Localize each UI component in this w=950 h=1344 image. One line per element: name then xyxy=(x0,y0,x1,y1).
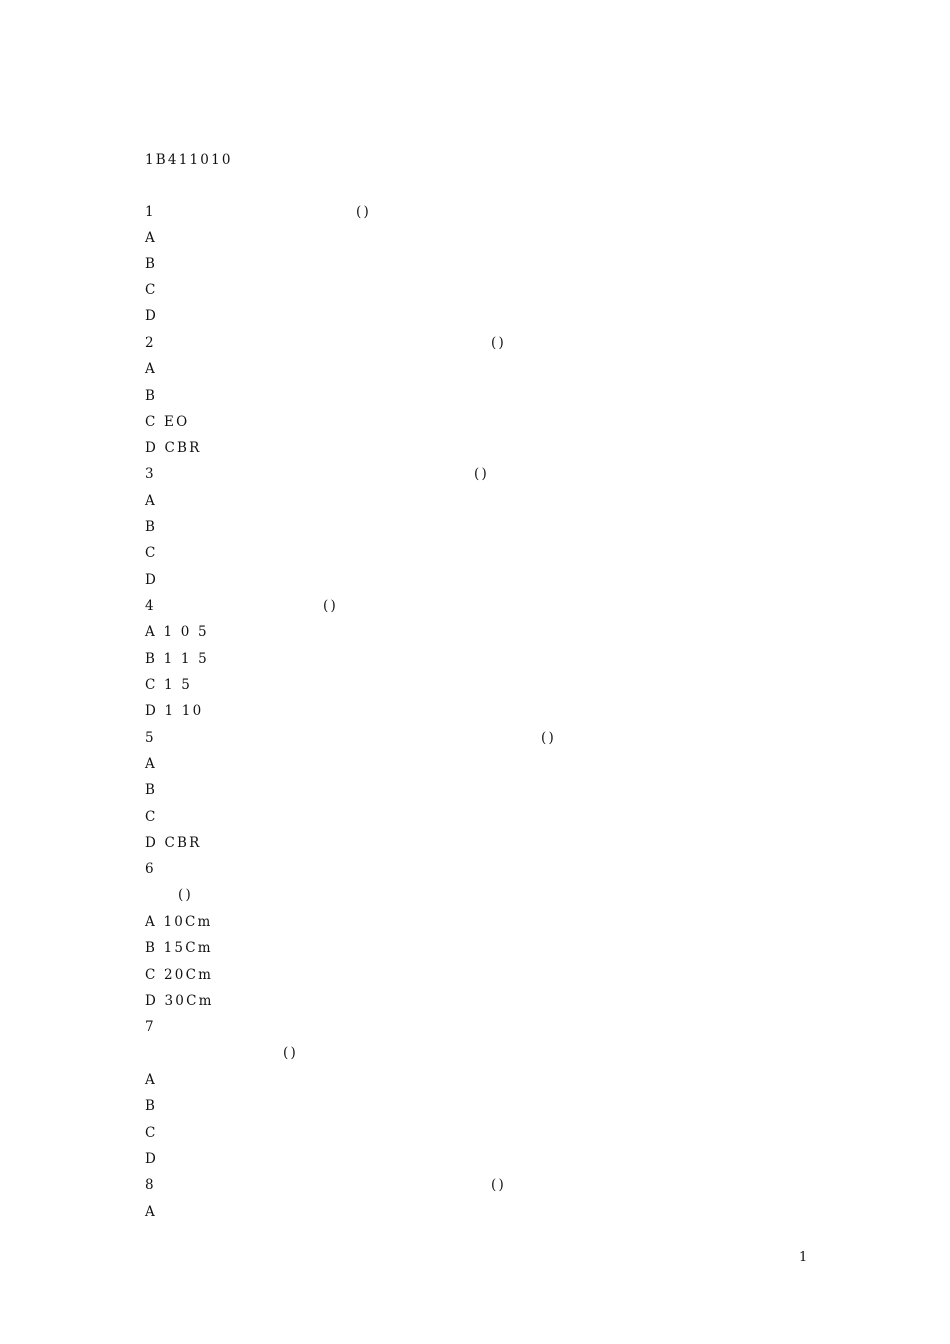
question-8-option-a: A xyxy=(145,1204,157,1220)
question-5-option-d: D CBR xyxy=(145,835,202,851)
question-4-option-a: A 1 0 5 xyxy=(145,624,209,640)
question-3-option-a: A xyxy=(145,493,157,509)
question-2-stem: 2 xyxy=(145,335,156,351)
question-6-stem: 6 xyxy=(145,861,156,877)
question-7-option-b: B xyxy=(145,1098,158,1114)
question-4-option-d: D 1 10 xyxy=(145,703,204,719)
question-3-stem: 3 xyxy=(145,466,156,482)
question-1-option-d: D xyxy=(145,308,159,324)
question-4-option-c: C 1 5 xyxy=(145,677,193,693)
question-4-option-b: B 1 1 5 xyxy=(145,651,209,667)
question-3-option-d: D xyxy=(145,572,159,588)
question-8-blank: () xyxy=(491,1177,506,1193)
question-1-option-c: C xyxy=(145,282,158,298)
question-6-option-b: B 15Cm xyxy=(145,940,213,956)
question-1-blank: () xyxy=(356,204,371,220)
section-code-line xyxy=(145,150,233,170)
question-6-option-a: A 10Cm xyxy=(145,914,213,930)
question-2-option-c: C EO xyxy=(145,414,190,430)
question-7-stem: 7 xyxy=(145,1019,156,1035)
question-3-option-c: C xyxy=(145,545,158,561)
question-2-option-d: D CBR xyxy=(145,440,202,456)
page-number: 1 xyxy=(799,1250,808,1265)
question-4-stem: 4 xyxy=(145,598,156,614)
question-1-option-b: B xyxy=(145,256,158,272)
question-8-stem: 8 xyxy=(145,1177,156,1193)
section-code: 1B411010 xyxy=(145,152,233,168)
question-2-option-a: A xyxy=(145,361,157,377)
question-7-option-c: C xyxy=(145,1125,158,1141)
question-7-blank: () xyxy=(283,1045,298,1061)
question-5-blank: () xyxy=(541,730,556,746)
question-4-blank: () xyxy=(323,598,338,614)
question-2-option-b: B xyxy=(145,388,158,404)
question-1-option-a: A xyxy=(145,230,157,246)
question-6-option-d: D 30Cm xyxy=(145,993,214,1009)
question-3-blank: () xyxy=(474,466,489,482)
question-5-stem: 5 xyxy=(145,730,156,746)
question-1-stem: 1 xyxy=(145,204,156,220)
question-7-option-a: A xyxy=(145,1072,157,1088)
question-6-option-c: C 20Cm xyxy=(145,967,214,983)
question-2-blank: () xyxy=(491,335,506,351)
question-3-option-b: B xyxy=(145,519,158,535)
question-7-option-d: D xyxy=(145,1151,159,1167)
question-6-blank: () xyxy=(178,887,193,903)
question-5-option-a: A xyxy=(145,756,157,772)
question-5-option-b: B xyxy=(145,782,158,798)
question-5-option-c: C xyxy=(145,809,158,825)
